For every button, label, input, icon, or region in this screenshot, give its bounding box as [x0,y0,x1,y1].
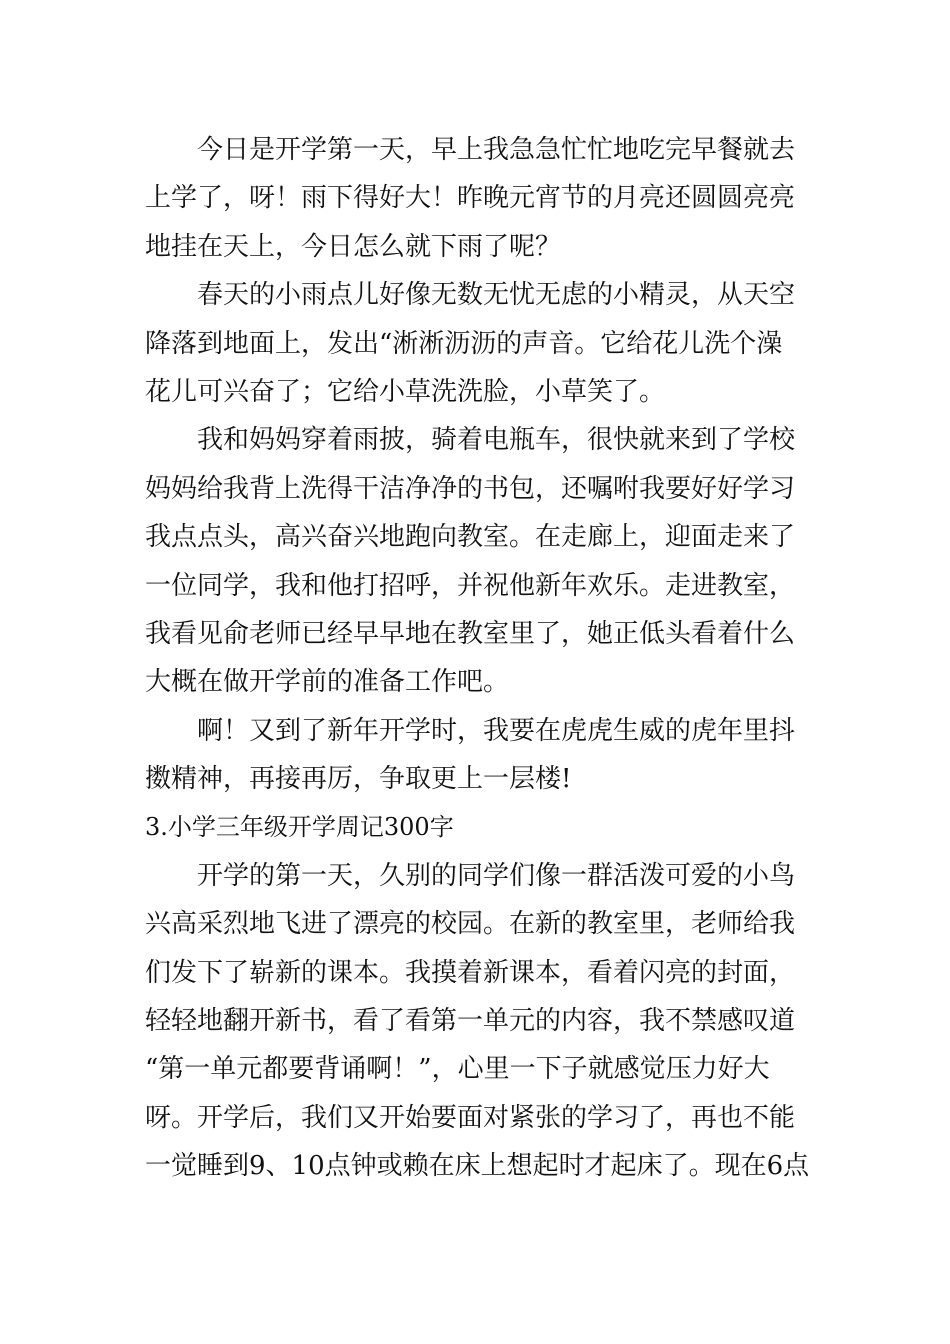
text-line: 大概在做开学前的准备工作吧。 [145,667,510,698]
text-line: 轻轻地翻开新书，看了看第一单元的内容，我不禁感叹道 [145,1006,796,1037]
text-line: “第一单元都要背诵啊！”，心里一下子就感觉压力好大 [145,1054,770,1085]
text-line: 我和妈妈穿着雨披，骑着电瓶车，很快就来到了学校 [197,425,796,456]
text-line: 今日是开学第一天，早上我急急忙忙地吃完早餐就去 [197,135,796,165]
text-line: 花儿可兴奋了；它给小草洗洗脸，小草笑了。 [145,376,666,407]
text-line: 开学的第一天，久别的同学们像一群活泼可爱的小鸟 [197,860,796,891]
text-line: 春天的小雨点儿好像无数无忧无虑的小精灵，从天空 [197,280,796,311]
text-line: 降落到地面上，发出“淅淅沥沥的声音。它给花儿洗个澡 [145,328,783,359]
text-line: 一位同学，我和他打招呼，并祝他新年欢乐。走进教室， [145,570,796,601]
text-line: 擞精神，再接再厉，争取更上一层楼! [145,764,572,795]
text-line: 上学了，呀！雨下得好大！昨晚元宵节的月亮还圆圆亮亮 [145,183,796,214]
text-line: 妈妈给我背上洗得干洁净净的书包，还嘱咐我要好好学习 [145,473,796,504]
text-line: 地挂在天上，今日怎么就下雨了呢？ [145,231,562,262]
text-line: 们发下了崭新的课本。我摸着新课本，看着闪亮的封面， [145,957,796,988]
text-line: 啊！又到了新年开学时，我要在虎虎生威的虎年里抖 [197,715,796,746]
document-body [145,126,810,1191]
text-line: 我看见俞老师已经早早地在教室里了，她正低头看着什么 [145,618,796,649]
section-heading: 3.小学三年级开学周记300字 [145,813,454,842]
text-line: 我点点头，高兴奋兴地跑向教室。在走廊上，迎面走来了 [145,522,796,553]
text-line: 一觉睡到9、10点钟或赖在床上想起时才起床了。现在6点 [145,1151,810,1182]
text-line: 呀。开学后，我们又开始要面对紧张的学习了，再也不能 [145,1102,796,1133]
text-line: 兴高采烈地飞进了漂亮的校园。在新的教室里，老师给我 [145,909,796,940]
